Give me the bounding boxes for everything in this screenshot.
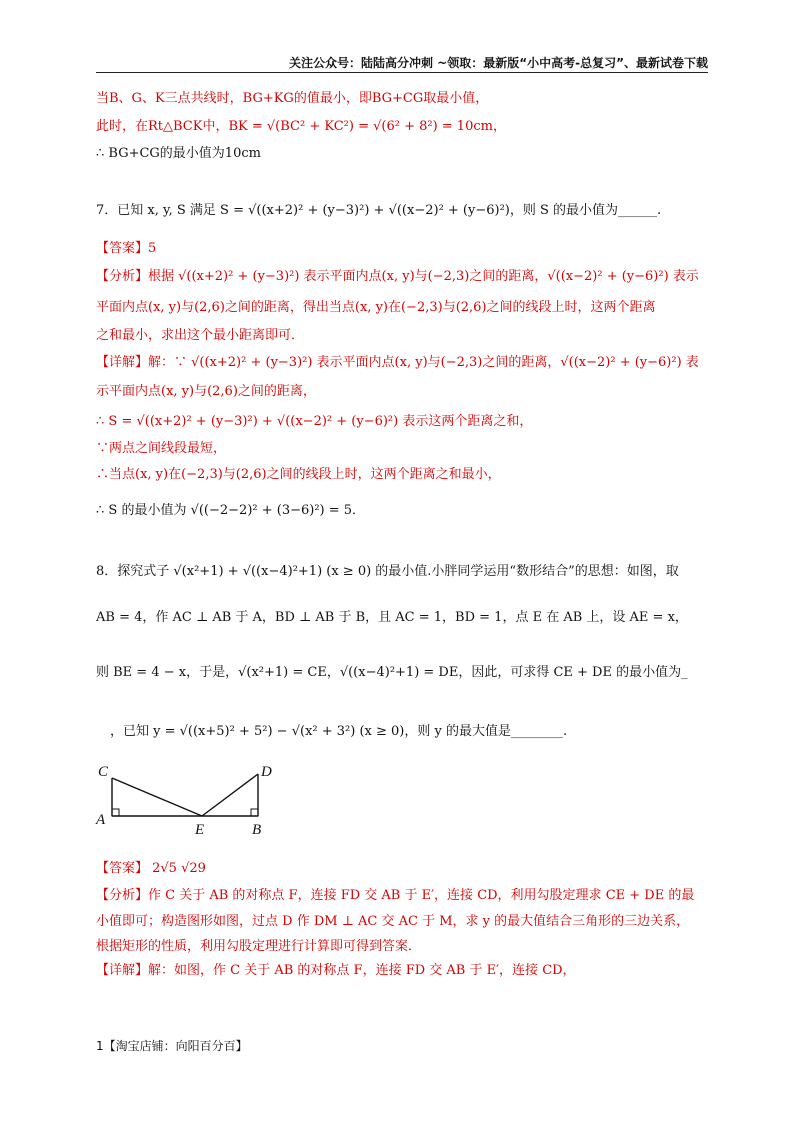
label-a: A	[96, 812, 106, 828]
label-e: E	[195, 822, 205, 838]
analysis-7-line: 【分析】根据 √((x+2)² + (y−3)²) 表示平面内点(x, y)与(−2,3)之间的距离，√((x−2)² + (y−6)²) 表示	[96, 269, 699, 284]
detail-7-line: 示平面内点(x, y)与(2,6)之间的距离，	[96, 384, 316, 399]
geometry-figure	[90, 760, 290, 850]
analysis-8-line: 【分析】作 C 关于 AB 的对称点 F，连接 FD 交 AB 于 E′，连接 CD，利用勾股定理求 CE + DE 的最	[96, 888, 695, 903]
solution-line: 此时，在Rt△BCK中，BK = √(BC² + KC²) = √(6² + 8²) = 10cm，	[96, 119, 506, 134]
question-8-line: ，已知 y = √((x+5)² + 5²) − √(x² + 3²) (x ≥ 0)，则 y 的最大值是________.	[110, 724, 568, 739]
solution-line: 当B、G、K三点共线时，BG+KG的值最小，即BG+CG取最小值，	[96, 91, 489, 106]
question-8-line: 则 BE = 4 − x，于是，√(x²+1) = CE，√((x−4)²+1) = DE，因此，可求得 CE + DE 的最小值为_	[96, 665, 688, 680]
segment-ce	[112, 778, 202, 816]
answer-8: 【答案】 2√5 √29	[96, 861, 206, 876]
detail-8-line: 【详解】解：如图，作 C 关于 AB 的对称点 F，连接 FD 交 AB 于 E′，连接 CD，	[96, 963, 576, 978]
question-7: 7．已知 x, y, S 满足 S = √((x+2)² + (y−3)²) + √((x−2)² + (y−6)²)，则 S 的最小值为______.	[96, 203, 662, 218]
label-b: B	[252, 822, 262, 838]
analysis-7-line: 平面内点(x, y)与(2,6)之间的距离，得出当点(x, y)在(−2,3)与(2,6)之间的线段上时，这两个距离	[96, 300, 656, 315]
question-8-line: 8．探究式子 √(x²+1) + √((x−4)²+1) (x ≥ 0) 的最小值.小胖同学运用“数形结合”的思想：如图，取	[96, 564, 679, 579]
right-angle-b	[251, 809, 258, 816]
detail-7-line: ∴当点(x, y)在(−2,3)与(2,6)之间的线段上时，这两个距离之和最小，	[96, 467, 501, 482]
analysis-8-line: 根据矩形的性质，利用勾股定理进行计算即可得到答案．	[96, 939, 422, 954]
detail-7-line: ∴ S = √((x+2)² + (y−3)²) + √((x−2)² + (y−6)²) 表示这两个距离之和，	[96, 414, 533, 429]
label-c: C	[98, 764, 109, 780]
answer-7: 【答案】5	[96, 241, 157, 256]
right-angle-a	[112, 809, 119, 816]
detail-7-line: ∴ S 的最小值为 √((−2−2)² + (3−6)²) = 5．	[96, 503, 366, 518]
page-header: 关注公众号：陆陆高分冲刺 ~领取：最新版“小中高考-总复习”、最新试卷下载	[96, 54, 708, 73]
page-footer: 1【淘宝店铺：向阳百分百】	[96, 1039, 248, 1053]
solution-line: ∴ BG+CG的最小值为10cm	[96, 146, 261, 161]
detail-7-line: 【详解】解：∵ √((x+2)² + (y−3)²) 表示平面内点(x, y)与(−2,3)之间的距离，√((x−2)² + (y−6)²) 表	[96, 355, 699, 370]
analysis-7-line: 之和最小，求出这个最小距离即可．	[96, 328, 305, 343]
detail-7-line: ∵两点之间线段最短，	[96, 441, 227, 456]
question-8-line: AB = 4，作 AC ⊥ AB 于 A，BD ⊥ AB 于 B，且 AC = 1，BD = 1，点 E 在 AB 上，设 AE = x，	[96, 610, 688, 625]
analysis-8-line: 小值即可；构造图形如图，过点 D 作 DM ⊥ AC 交 AC 于 M，求 y 的最大值结合三角形的三边关系，	[96, 914, 690, 929]
segment-de	[202, 774, 258, 816]
label-d: D	[261, 764, 272, 780]
